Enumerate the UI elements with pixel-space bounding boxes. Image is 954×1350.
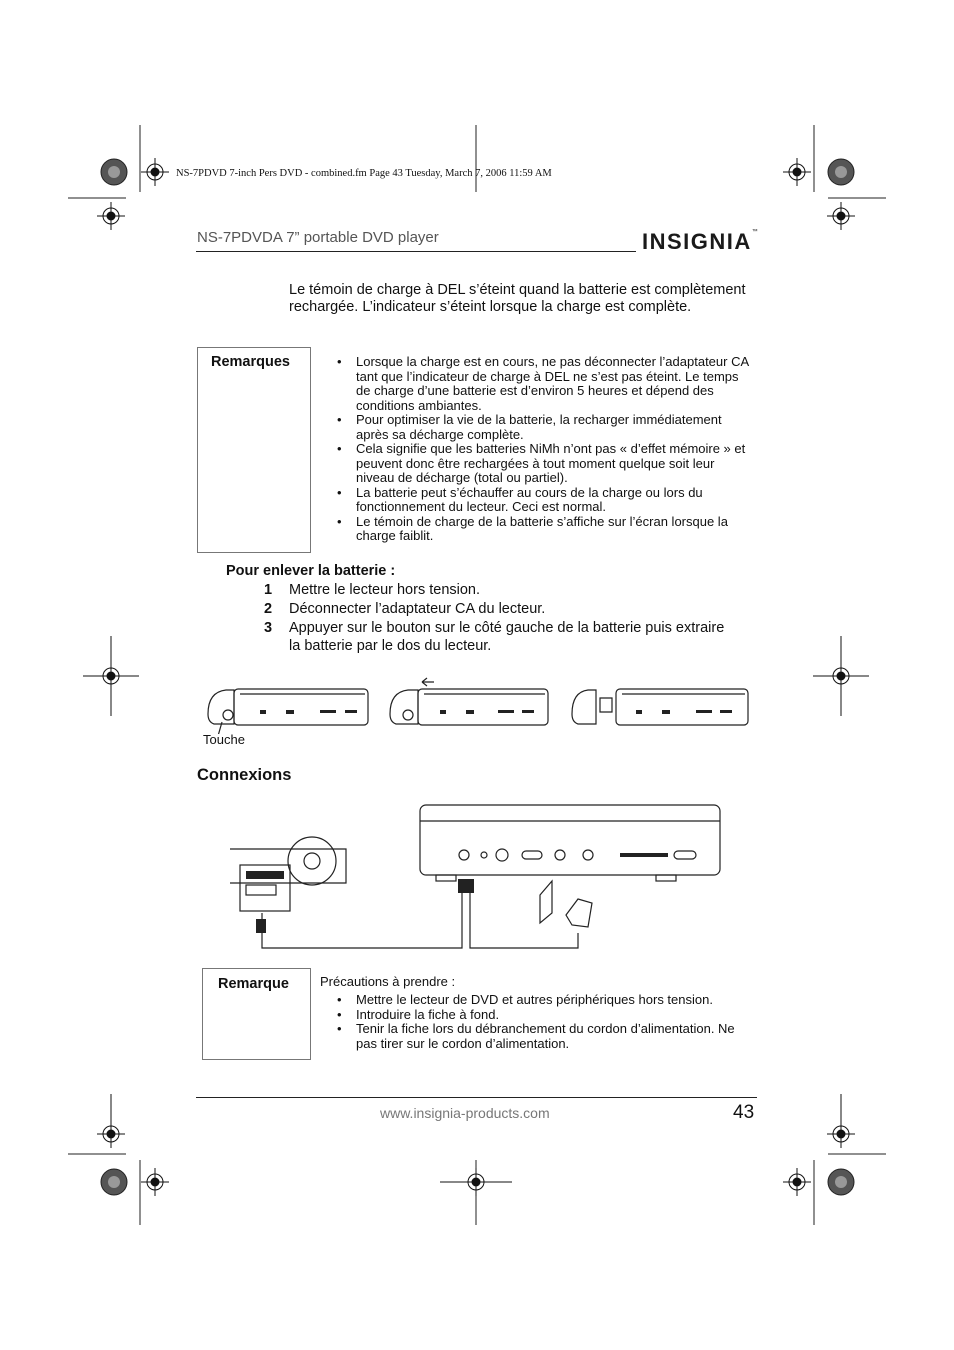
list-item: • Tenir la fiche lors du débranchement du cordon d’alimentation. Ne pas tirer sur le cordon d’alimentation. xyxy=(337,1022,757,1051)
note-label-box xyxy=(202,968,311,1060)
page-number: 43 xyxy=(733,1102,755,1123)
step-item: 1 Mettre le lecteur hors tension. xyxy=(264,582,481,598)
header-title: NS-7PDVDA 7” portable DVD player xyxy=(197,229,439,246)
notes-list xyxy=(337,355,749,544)
battery-removal-illustration xyxy=(200,672,752,734)
note-label-box xyxy=(197,347,311,553)
list-item: • Introduire la fiche à fond. xyxy=(337,1008,757,1023)
footer-rule xyxy=(196,1097,757,1098)
list-item: • Pour optimiser la vie de la batterie, la recharger immédiatement après sa décharge complète. xyxy=(337,413,749,442)
figure-label: Touche xyxy=(203,732,245,747)
procedure-steps xyxy=(264,582,734,657)
procedure-title: Pour enlever la batterie : xyxy=(226,563,396,579)
list-item: • La batterie peut s’échauffer au cours de la charge ou lors du fonctionnement du lecteur. Ceci est normal. xyxy=(337,486,749,515)
section-title: Connexions xyxy=(197,766,292,784)
list-item: • Lorsque la charge est en cours, ne pas déconnecter l’adaptateur CA tant que l’indicateur de charge à DEL ne s’est pas éteint. Le temps de charge d’une batterie est d’environ 5 heures et dépend des conditions ambiantes. xyxy=(337,355,749,413)
note-label: Remarques xyxy=(211,354,290,370)
framemaker-info-line: NS-7PDVD 7-inch Pers DVD - combined.fm Page 43 Tuesday, March 7, 2006 11:59 AM xyxy=(176,168,552,179)
note-intro: Précautions à prendre : xyxy=(320,974,456,989)
intro-paragraph: Le témoin de charge à DEL s’éteint quand la batterie est complètement rechargée. L’indicateur s’éteint lorsque la charge est complète. xyxy=(289,282,746,315)
notes-list xyxy=(337,993,757,1051)
list-item: • Le témoin de charge de la batterie s’affiche sur l’écran lorsque la charge faiblit. xyxy=(337,515,749,544)
insignia-logo: INSIGNIA™ xyxy=(642,229,760,254)
note-label: Remarque xyxy=(218,976,289,992)
list-item: • Cela signifie que les batteries NiMh n’ont pas « d’effet mémoire » et peuvent donc être rechargées à tout moment quelque soit leur niveau de décharge (total ou partiel). xyxy=(337,442,749,486)
footer-url: www.insignia-products.com xyxy=(380,1105,550,1121)
list-item: • Mettre le lecteur de DVD et autres périphériques hors tension. xyxy=(337,993,757,1008)
connections-diagram xyxy=(226,803,726,953)
step-item: 2 Déconnecter l’adaptateur CA du lecteur. xyxy=(264,601,546,617)
step-item: 3 Appuyer sur le bouton sur le côté gauche de la batterie puis extraire la batterie par le dos du lecteur. xyxy=(264,620,725,654)
header-rule xyxy=(196,251,636,252)
